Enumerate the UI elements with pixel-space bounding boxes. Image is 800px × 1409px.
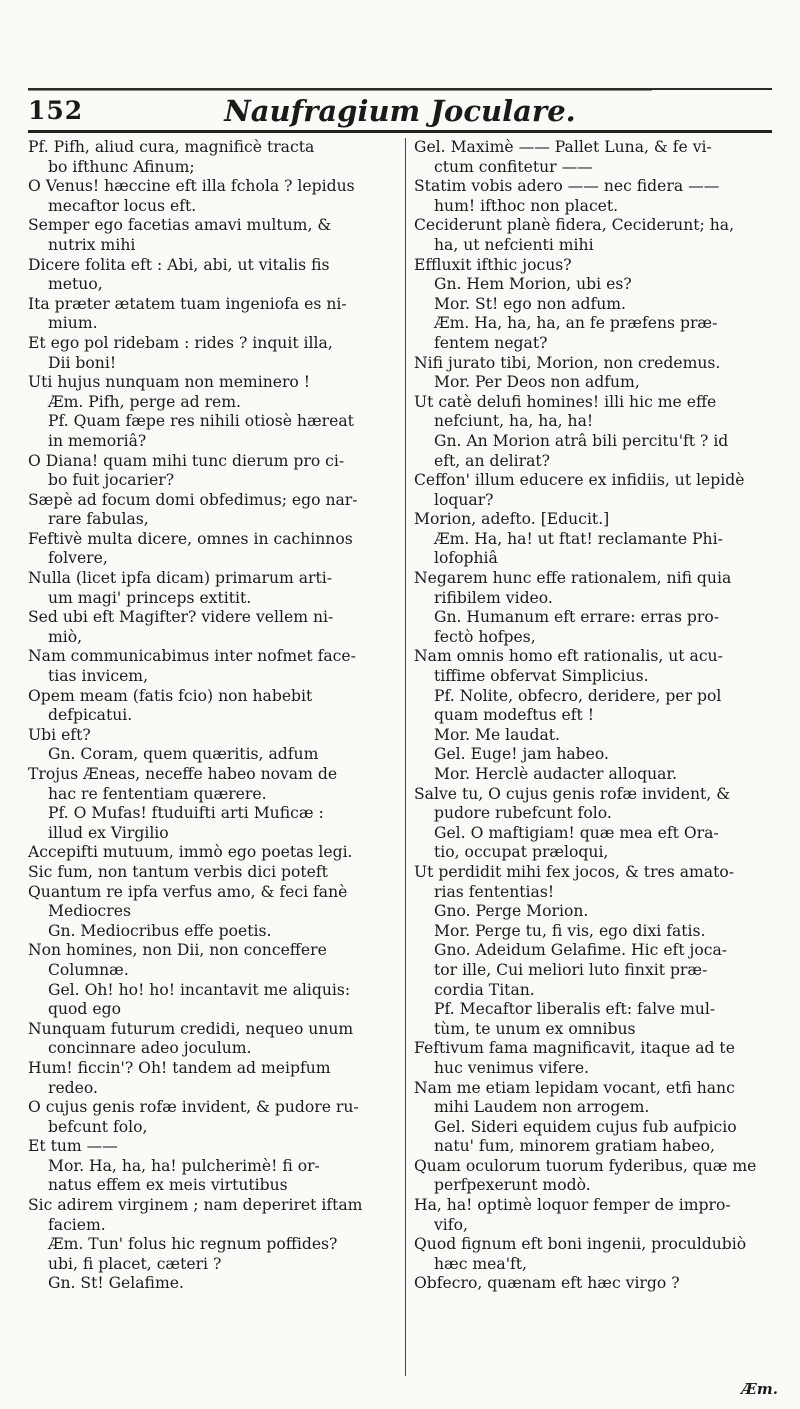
text-line: Et ego pol ridebam : rides ? inquit illa, [28,333,333,352]
text-line: quod ego [48,1000,121,1019]
text-line: Gn. St! Gelafime. [48,1274,184,1293]
text-line: quam modeftus eft ! [434,706,594,725]
text-line: Ut catè delufi homines! illi hic me effe [414,392,717,411]
text-line: Ha, ha! optimè loquor femper de impro- [414,1196,731,1215]
text-line: ubi, fi placet, cæteri ? [48,1254,222,1273]
text-line: Gel. Oh! ho! ho! incantavit me aliquis: [48,980,351,999]
text-line: rias fententias! [434,882,555,901]
text-line: Pf. Quam fæpe res nihili otiosè hæreat [48,412,354,431]
text-line: Mor. Me laudat. [434,725,560,744]
text-line: Ceffon' illum educere ex infidiis, ut lepidè [414,471,745,490]
text-line: folvere, [48,549,108,568]
text-line: Mor. St! ego non adfum. [434,294,627,313]
text-line: metuo, [48,275,103,294]
text-line: illud ex Virgilio [48,823,169,842]
text-line: mium. [48,314,98,333]
text-line: Sic fum, non tantum verbis dici poteft [28,862,328,881]
text-line: Gno. Adeidum Gelafime. Hic eft joca- [434,941,728,960]
text-line: Nifi jurato tibi, Morion, non credemus. [414,353,721,372]
text-line: loquar? [434,490,494,509]
running-title: Naufragium Joculare. [224,94,576,128]
text-line: Gn. Coram, quem quæritis, adfum [48,745,319,764]
text-line: Mor. Herclè audacter alloquar. [434,765,678,783]
text-line: hæc mea'ft, [434,1254,527,1273]
text-line: Hum! ficcin'? Oh! tandem ad meipfum [28,1058,331,1077]
text-line: tias invicem, [48,667,149,686]
text-line: perfpexerunt modò. [434,1176,591,1195]
text-line: O Venus! hæccine eft illa fchola ? lepidus [28,177,355,196]
text-line: concinnare adeo joculum. [48,1039,252,1058]
text-line: tùm, te unum ex omnibus [434,1019,636,1038]
text-line: mihi Laudem non arrogem. [434,1098,650,1117]
text-line: hum! ifthoc non placet. [434,196,619,215]
text-line: Mor. Perge tu, fi vis, ego dixi fatis. [434,921,706,940]
text-line: Nam me etiam lepidam vocant, etfi hanc [414,1078,735,1097]
text-line: O Diana! quam mihi tunc dierum pro ci- [28,451,345,470]
text-line: Statim vobis adero —— nec fidera —— [414,177,720,196]
text-line: Nunquam futurum credidi, nequeo unum [28,1019,354,1038]
text-line: Sed ubi eft Magifter? videre vellem ni- [28,608,334,627]
text-line: Columnæ. [48,960,129,979]
text-line: Accepifti mutuum, immò ego poetas legi. [28,843,353,862]
text-line: Nam communicabimus inter nofmet face- [28,647,356,666]
text-line: Gn. An Morion atrâ bili percitu'ft ? id [434,431,729,450]
text-line: Mor. Per Deos non adfum, [434,373,640,392]
text-line: Quantum re ipfa verfus amo, & feci fanè [28,882,348,901]
text-line: Mor. Ha, ha, ha! pulcherimè! fi or- [48,1156,320,1175]
text-line: redeo. [48,1078,98,1097]
text-line: Ut perdidit mihi fex jocos, & tres amato- [414,862,735,881]
column-divider [405,138,406,1376]
text-line: Pf. Mecaftor liberalis eft: falve mul- [434,1000,716,1019]
text-line: lofophiâ [434,549,498,568]
text-line: Nulla (licet ipfa dicam) primarum arti- [28,569,333,588]
text-line: Effluxit ifthic jocus? [414,255,572,274]
text-line: mecaftor locus eft. [48,196,197,215]
faint-rule [28,90,652,91]
text-line: Uti hujus nunquam non meminero ! [28,373,311,392]
text-line: Dicere folita eft : Abi, abi, ut vitalis fis [28,255,330,274]
page-number: 152 [28,96,84,125]
text-line: befcunt folo, [48,1117,148,1136]
text-line: hac re fententiam quærere. [48,784,267,803]
text-line: Dii boni! [48,353,117,372]
text-line: huc venimus vifere. [434,1058,590,1077]
text-line: pudore rubefcunt folo. [434,804,612,823]
text-line: Obfecro, quænam eft hæc virgo ? [414,1274,680,1293]
page-header [28,0,772,128]
text-line: Non homines, non Dii, non conceffere [28,941,327,960]
text-line: Æm. Ha, ha! ut ftat! reclamante Phi- [434,529,723,548]
text-line: eft, an delirat? [434,451,551,470]
text-line: Ceciderunt planè fidera, Ceciderunt; ha, [414,216,735,235]
text-line: tio, occupat præloqui, [434,843,609,862]
text-line: Æm. Ha, ha, ha, an fe præfens præ- [434,314,718,333]
text-line: Morion, adefto. [Educit.] [414,510,610,529]
text-line: in memoriâ? [48,431,147,450]
text-line: Ita præter ætatem tuam ingeniofa es ni- [28,294,347,313]
text-line: Gn. Humanum eft errare: erras pro- [434,608,720,627]
text-line: natus effem ex meis virtutibus [48,1176,288,1195]
text-line: Gel. Euge! jam habeo. [434,745,609,764]
text-line: tor ille, Cui meliori luto finxit præ- [434,960,708,979]
text-line: fentem negat? [434,333,548,352]
text-line: Æm. Tun' folus hic regnum poffides? [48,1235,338,1254]
text-line: nefciunt, ha, ha, ha! [434,412,594,431]
text-line: Opem meam (fatis fcio) non habebit [28,686,313,705]
text-line: Mediocres [48,902,131,921]
text-line: Salve tu, O cujus genis rofæ invident, & [414,784,731,803]
text-line: um magi' princeps extitit. [48,588,252,607]
text-line: Feftivè multa dicere, omnes in cachinnos [28,529,353,548]
text-line: Quod fignum eft boni ingenii, proculdubiò [414,1235,747,1254]
text-line: defpicatui. [48,706,133,725]
text-line: Gno. Perge Morion. [434,902,589,921]
text-line: cordia Titan. [434,980,535,999]
text-line: Trojus Æneas, neceffe habeo novam de [28,765,338,783]
text-line: O cujus genis rofæ invident, & pudore ru- [28,1098,359,1117]
header-rule [28,130,772,133]
text-line: vifo, [434,1215,468,1234]
text-line: Gel. O maftigiam! quæ mea eft Ora- [434,823,719,842]
text-line: nutrix mihi [48,235,136,254]
text-line: Pf. O Mufas! ftuduifti arti Muficæ : [48,804,324,823]
text-line: Sæpè ad focum domi obfedimus; ego nar- [28,490,358,509]
text-line: bo fuit jocarier? [48,471,175,490]
text-columns [28,138,780,1398]
text-line: Pf. Nolite, obfecro, deridere, per pol [434,686,722,705]
text-line: Quam oculorum tuorum fyderibus, quæ me [414,1156,757,1175]
catchword: Æm. [741,1380,778,1398]
text-line: Feftivum fama magnificavit, itaque ad te [414,1039,735,1058]
text-line: natu' fum, minorem gratiam habeo, [434,1137,715,1156]
left-column [28,138,398,1294]
text-line: faciem. [48,1215,106,1234]
right-column [414,138,780,1294]
text-line: rifibilem video. [434,588,553,607]
text-line: Gn. Hem Morion, ubi es? [434,275,632,294]
text-line: Et tum —— [28,1137,118,1156]
text-line: tiffime obfervat Simplicius. [434,667,649,686]
text-line: fectò hofpes, [434,627,536,646]
text-line: Æm. Pifh, perge ad rem. [48,392,242,411]
text-line: Pf. Pifh, aliud cura, magnificè tracta [28,138,315,156]
text-line: Negarem hunc effe rationalem, nifi quia [414,569,732,588]
text-line: Gn. Mediocribus effe poetis. [48,921,272,940]
text-line: Ubi eft? [28,725,91,744]
text-line: Gel. Maximè —— Pallet Luna, & fe vi- [414,138,712,156]
text-line: Gel. Sideri equidem cujus fub aufpicio [434,1117,737,1136]
text-line: Nam omnis homo eft rationalis, ut acu- [414,647,723,666]
text-line: ha, ut nefcienti mihi [434,235,594,254]
text-line: rare fabulas, [48,510,149,529]
text-line: bo ifthunc Afinum; [48,157,195,176]
text-line: Semper ego facetias amavi multum, & [28,216,332,235]
text-line: Sic adirem virginem ; nam deperiret iftam [28,1196,363,1215]
text-line: miò, [48,627,83,646]
text-line: ctum confitetur —— [434,157,593,176]
